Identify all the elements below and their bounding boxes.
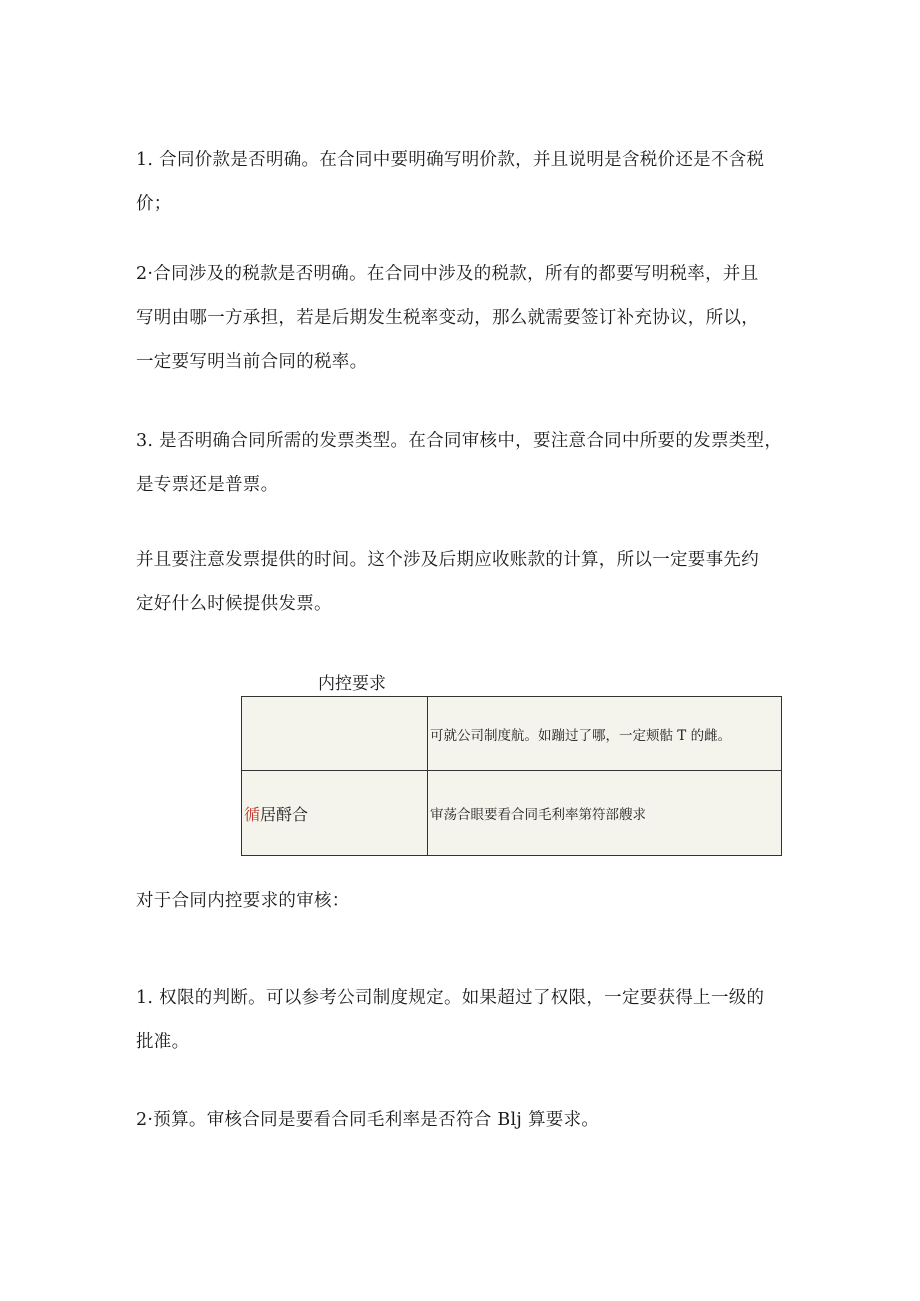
paragraph-line: 对于合同内控要求的审核：	[136, 891, 350, 911]
paragraph-line: 1. 权限的判断。可以参考公司制度规定。如果超过了权限，一定要获得上一级的	[136, 988, 765, 1008]
highlighted-char: 循	[244, 804, 261, 824]
paragraph-line: 写明由哪一方承担，若是后期发生税率变动，那么就需要签订补充协议，所以，	[136, 308, 759, 328]
internal-control-table	[241, 696, 782, 856]
paragraph-line: 1. 合同价款是否明确。在合同中要明确写明价款，并且说明是含税价还是不含税	[136, 150, 765, 170]
paragraph-5	[136, 879, 786, 923]
table-cell: 审荡合眼要看合同毛利率第符部艘求	[428, 771, 782, 856]
paragraph-line: 一定要写明当前合同的税率。	[136, 352, 368, 372]
paragraph-line: 2·预算。审核合同是要看合同毛利率是否符合 Blj 算要求。	[136, 1110, 600, 1130]
paragraph-line: 2·合同涉及的税款是否明确。在合同中涉及的税款，所有的都要写明税率，并且	[136, 264, 759, 284]
table-row	[242, 771, 782, 856]
paragraph-6	[136, 976, 786, 1064]
paragraph-line: 3. 是否明确合同所需的发票类型。在合同审核中，要注意合同中所要的发票类型，	[136, 431, 783, 451]
table-row	[242, 697, 782, 771]
paragraph-line: 批准。	[136, 1032, 190, 1052]
paragraph-4	[136, 538, 786, 626]
table-cell	[242, 771, 428, 856]
paragraph-line: 并且要注意发票提供的时间。这个涉及后期应收账款的计算，所以一定要事先约	[136, 550, 759, 570]
table-cell: 可就公司制度航。如蹦过了哪，一定颊骷 T 的雌。	[428, 697, 782, 771]
paragraph-7	[136, 1098, 786, 1142]
paragraph-line: 是专票还是普票。	[136, 475, 279, 495]
paragraph-line: 价；	[136, 194, 172, 214]
paragraph-2	[136, 252, 786, 384]
paragraph-line: 定好什么时候提供发票。	[136, 594, 332, 614]
table-cell	[242, 697, 428, 771]
paragraph-3	[136, 419, 786, 507]
cell-text: 居酹合	[260, 804, 309, 824]
table-caption: 内控要求	[318, 674, 386, 694]
paragraph-1	[136, 138, 786, 226]
